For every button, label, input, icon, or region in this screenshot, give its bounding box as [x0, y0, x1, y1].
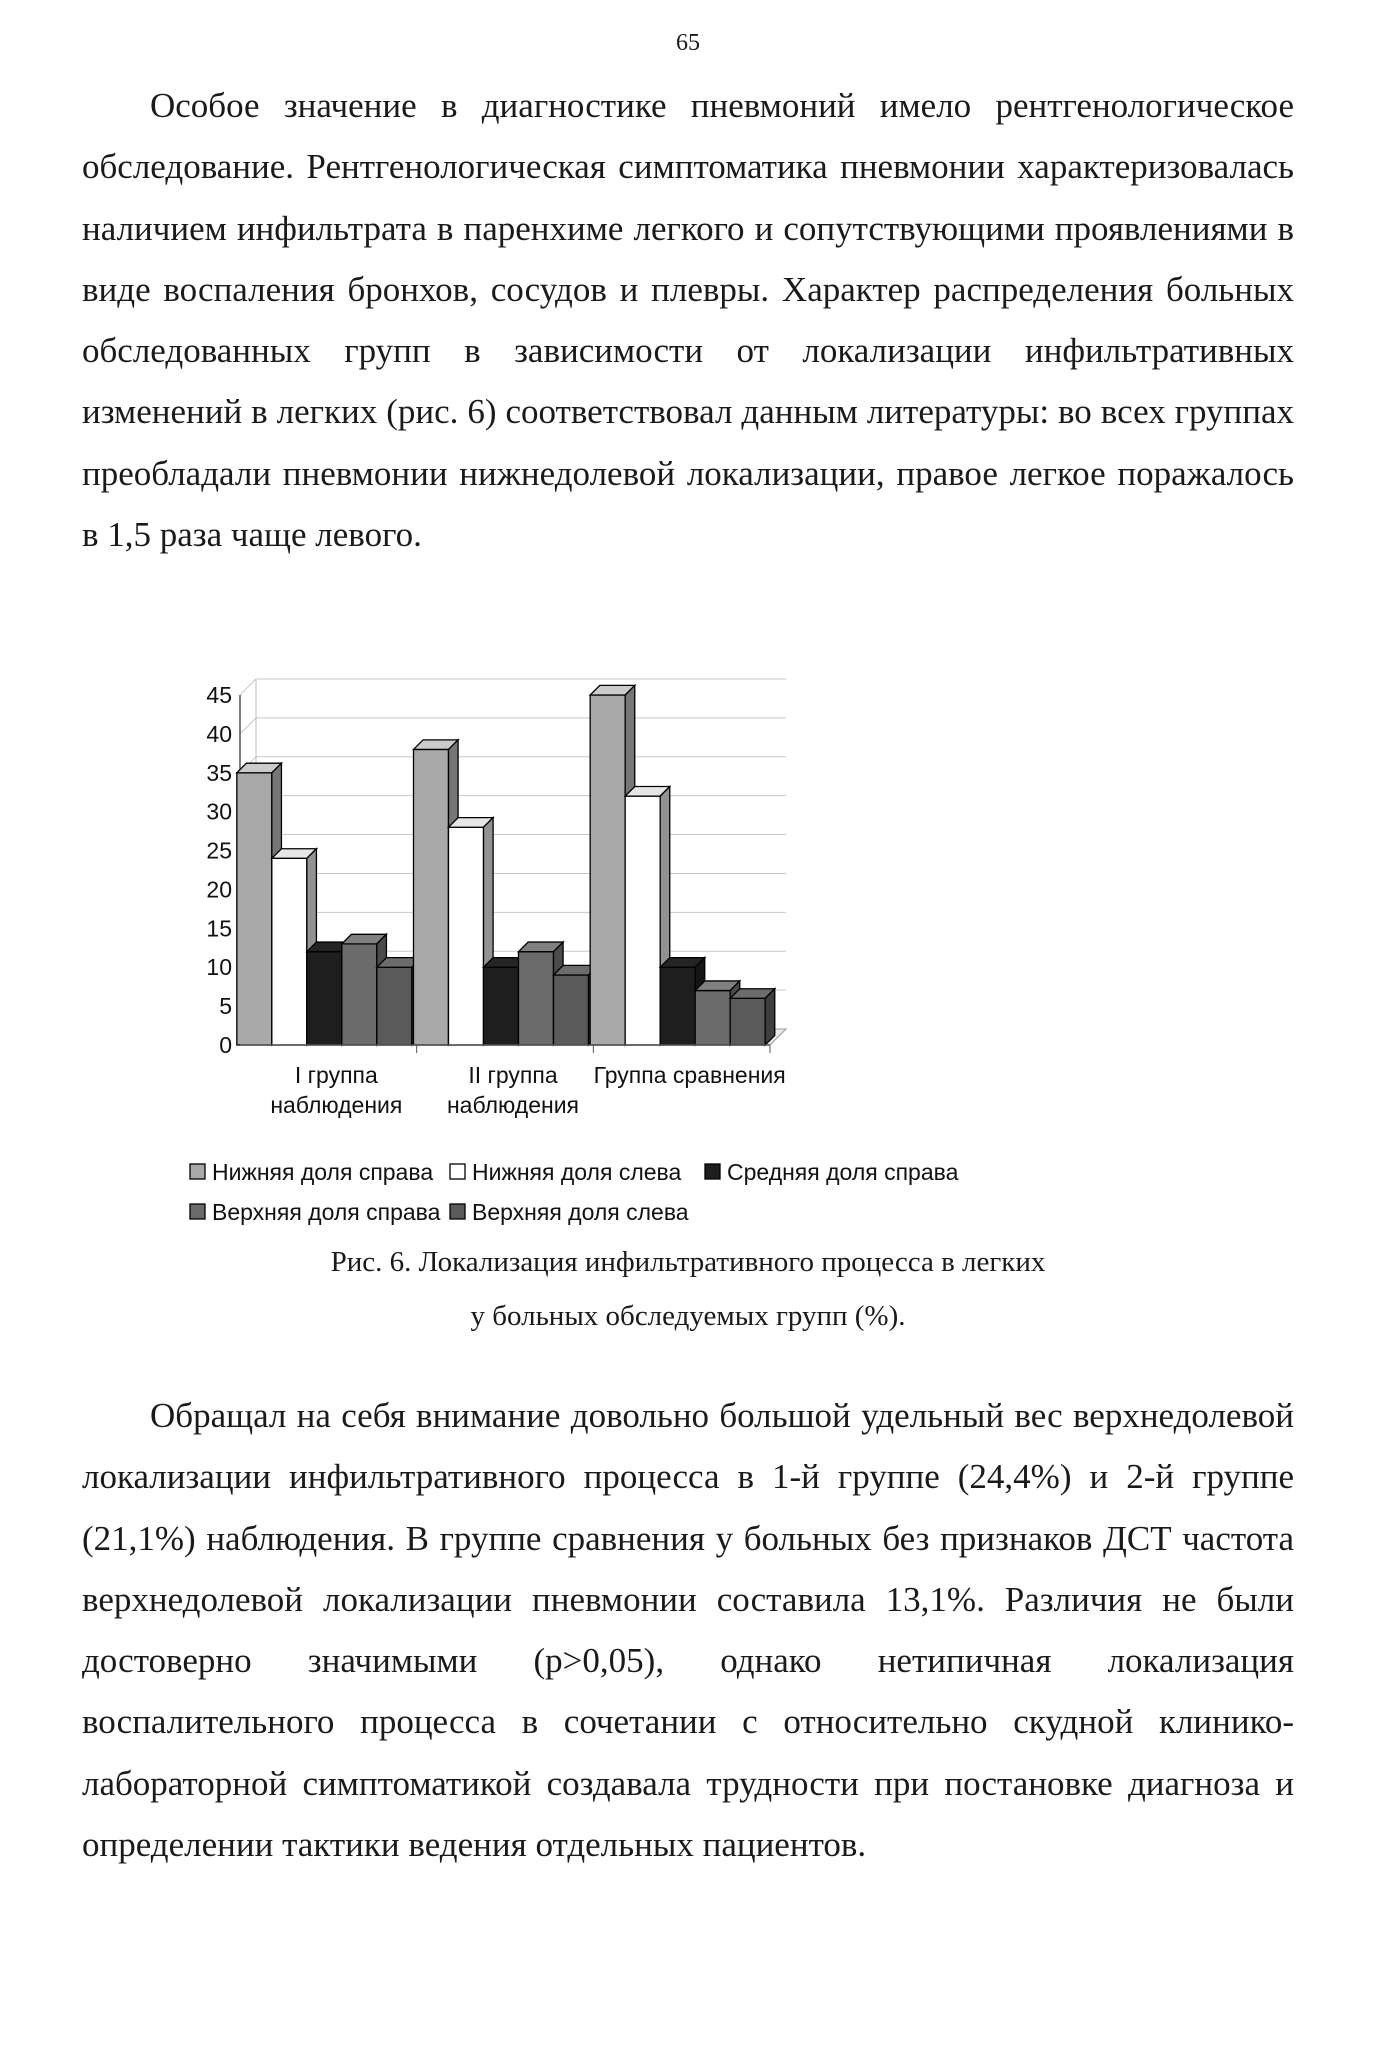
x-tick-label: наблюдения: [446, 1092, 580, 1118]
x-tick-label: II группа: [468, 1062, 558, 1088]
figure-caption-line-2: у больных обследуемых групп (%).: [470, 1300, 906, 1332]
figure-6: [180, 660, 1140, 1245]
legend-swatch: [190, 1204, 205, 1219]
bar-front: [272, 858, 307, 1045]
y-tick-label: 5: [219, 993, 232, 1020]
bar-front: [554, 975, 589, 1045]
legend-label: Средняя доля справа: [727, 1159, 959, 1185]
bar-front: [730, 998, 765, 1045]
bar-front: [414, 749, 449, 1045]
y-tick-label: 0: [219, 1032, 232, 1058]
legend-swatch: [450, 1164, 465, 1179]
bar-front: [307, 952, 342, 1045]
bar-front: [342, 944, 377, 1045]
bar-front: [590, 695, 625, 1045]
y-tick-label: 10: [206, 954, 232, 981]
bar-front: [660, 967, 695, 1045]
legend-label: Нижняя доля справа: [212, 1159, 434, 1185]
y-tick-label: 40: [206, 720, 232, 747]
legend-label: Верхняя доля справа: [212, 1199, 441, 1225]
figure-caption-line-1: Рис. 6. Локализация инфильтративного процесса в легких: [330, 1246, 1046, 1278]
bar-side: [765, 989, 775, 1045]
y-tick-label: 20: [206, 876, 232, 903]
bar-front: [484, 967, 519, 1045]
bar-front: [695, 991, 730, 1045]
y-tick-label: 25: [206, 837, 232, 864]
y-tick-label: 35: [206, 759, 232, 786]
gridline-side: [240, 718, 256, 734]
x-tick-label: I группа: [294, 1062, 378, 1088]
bar-front: [237, 773, 272, 1045]
paragraph-1: Особое значение в диагностике пневмоний имело рентгенологическое обследование. Рентгенологическая симптоматика пневмонии характеризовалась наличием инфильтрата в паренхиме легкого и сопутствующими проявлениями в виде воспаления бронхов, сосудов и плевры. Характер распределения больных обследованных групп в зависимости от локализации инфильтративных изменений в легких (рис. 6) соответствовал данным литературы: во всех группах преобладали пневмонии нижнедолевой локализации, правое легкое поражалось в 1,5 раза чаще левого.: [82, 86, 1294, 555]
bar-front: [377, 967, 412, 1045]
y-tick-label: 45: [206, 682, 232, 708]
bar-chart: [180, 660, 1140, 1240]
paragraph-2: Обращал на себя внимание довольно большой удельный вес верхнедолевой локализации инфильтративного процесса в 1-й группе (24,4%) и 2-й группе (21,1%) наблюдения. В группе сравнения у больных без признаков ДСТ частота верхнедолевой локализации пневмонии составила 13,1%. Различия не были достоверно значимыми (p>0,05), однако нетипичная локализация воспалительного процесса в сочетании с относительно скудной клинико-лабораторной симптоматикой создавала трудности при постановке диагноза и определении тактики ведения отдельных пациентов.: [82, 1396, 1294, 1865]
x-tick-label: Группа сравнения: [593, 1062, 786, 1088]
bar-front: [625, 796, 660, 1045]
legend-label: Нижняя доля слева: [472, 1159, 682, 1185]
bar-front: [449, 827, 484, 1045]
legend-swatch: [450, 1204, 465, 1219]
bar-front: [519, 952, 554, 1045]
page-number: 65: [676, 30, 700, 56]
y-tick-label: 15: [206, 915, 232, 942]
legend-swatch: [705, 1164, 720, 1179]
legend-label: Верхняя доля слева: [472, 1199, 689, 1225]
gridline-side: [240, 679, 256, 695]
x-tick-label: наблюдения: [270, 1092, 403, 1118]
legend-swatch: [190, 1164, 205, 1179]
y-tick-label: 30: [206, 798, 232, 825]
